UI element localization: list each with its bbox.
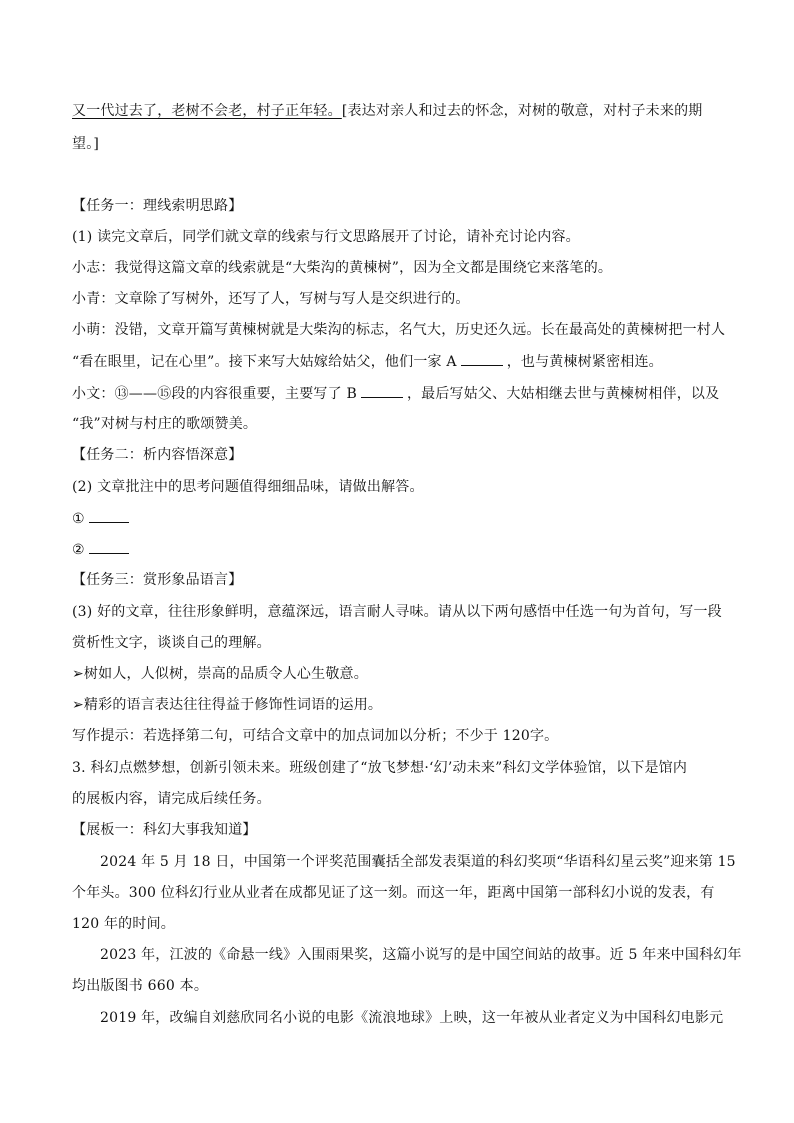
underlined-sentence: 又一代过去了，老树不会老，村子正年轻。 <box>72 103 342 119</box>
xiaowen-text-b: ，最后写姑父、大姑相继去世与黄楝树相伴，以及 <box>406 386 720 402</box>
answer-marker-1: ① <box>72 511 85 527</box>
answer-marker-2: ② <box>72 542 85 558</box>
option-sentence-2: ➢精彩的语言表达往往得益于修饰性词语的运用。 <box>72 697 383 713</box>
answer-blank-2[interactable] <box>89 539 129 554</box>
main-question-3-line-2: 的展板内容，请完成后续任务。 <box>72 791 271 807</box>
paragraph-3-line-1: 2019 年，改编自刘慈欣同名小说的电影《流浪地球》上映，这一年被从业者定义为中国科幻电影元 <box>100 1010 724 1026</box>
question-2: (2) 文章批注中的思考问题值得细细品味，请做出解答。 <box>72 479 424 495</box>
paragraph-1-line-2: 个年头。300 位科幻行业从业者在成都见证了这一刻。而这一年，距离中国第一部科幻小说的发表，有 <box>72 885 715 901</box>
question-1: (1) 读完文章后，同学们就文章的线索与行文思路展开了讨论，请补充讨论内容。 <box>72 229 580 245</box>
paragraph-1-line-1: 2024 年 5 月 18 日，中国第一个评奖范围囊括全部发表渠道的科幻奖项“华语科幻星云奖”迎来第 15 <box>100 854 736 870</box>
task1-heading: 【任务一：理线索明思路】 <box>72 198 243 214</box>
dialogue-xiaowen-2: “我”对树与村庄的歌颂赞美。 <box>72 416 258 432</box>
writing-hint: 写作提示：若选择第二句，可结合文章中的加点词加以分析；不少于 120字。 <box>72 728 559 744</box>
annotation-line-2: 望。] <box>72 136 100 152</box>
option-sentence-1: ➢树如人，人似树，崇高的品质令人心生敬意。 <box>72 666 368 682</box>
question-3-line-1: (3) 好的文章，往往形象鲜明，意蕴深远，语言耐人寻味。请从以下两句感悟中任选一句为首句，写一段 <box>72 604 722 620</box>
annotation-text: [表达对亲人和过去的怀念，对树的敬意，对村子未来的期 <box>341 103 703 119</box>
answer-line-2 <box>72 539 133 560</box>
blank-b[interactable] <box>361 383 403 398</box>
answer-line-1 <box>72 508 133 529</box>
xiaomeng-text-b: ，也与黄楝树紧密相连。 <box>506 354 663 370</box>
board1-heading: 【展板一：科幻大事我知道】 <box>72 822 257 838</box>
dialogue-xiaomeng-2 <box>72 351 663 372</box>
xiaomeng-text-a: “看在眼里，记在心里”。接下来写大姑嫁给姑父，他们一家 A <box>72 354 457 370</box>
dialogue-xiaozhi: 小志：我觉得这篇文章的线索就是“大柴沟的黄楝树”，因为全文都是围绕它来落笔的。 <box>72 260 613 276</box>
blank-a[interactable] <box>461 351 503 366</box>
dialogue-xiaomeng-1: 小萌：没错，文章开篇写黄楝树就是大柴沟的标志，名气大，历史还久远。长在最高处的黄楝树把一村人 <box>72 322 726 338</box>
paragraph-2-line-1: 2023 年，江波的《命悬一线》入围雨果奖，这篇小说写的是中国空间站的故事。近 5 年来中国科幻年 <box>100 947 742 963</box>
answer-blank-1[interactable] <box>89 508 129 523</box>
xiaowen-text-a: 小文：⑬——⑮段的内容很重要，主要写了 B <box>72 386 357 402</box>
dialogue-xiaoqing: 小青：文章除了写树外，还写了人，写树与写人是交织进行的。 <box>72 291 470 307</box>
task2-heading: 【任务二：析内容悟深意】 <box>72 447 243 463</box>
question-3-line-2: 赏析性文字，谈谈自己的理解。 <box>72 635 271 651</box>
annotation-line-1 <box>72 101 702 121</box>
paragraph-1-line-3: 120 年的时间。 <box>72 916 175 932</box>
task3-heading: 【任务三：赏形象品语言】 <box>72 572 243 588</box>
dialogue-xiaowen-1 <box>72 383 719 404</box>
main-question-3-line-1: 3. 科幻点燃梦想，创新引领未来。班级创建了“放飞梦想·‘幻’动未来”科幻文学体验馆，以下是馆内 <box>72 760 688 776</box>
paragraph-2-line-2: 均出版图书 660 本。 <box>72 978 209 994</box>
